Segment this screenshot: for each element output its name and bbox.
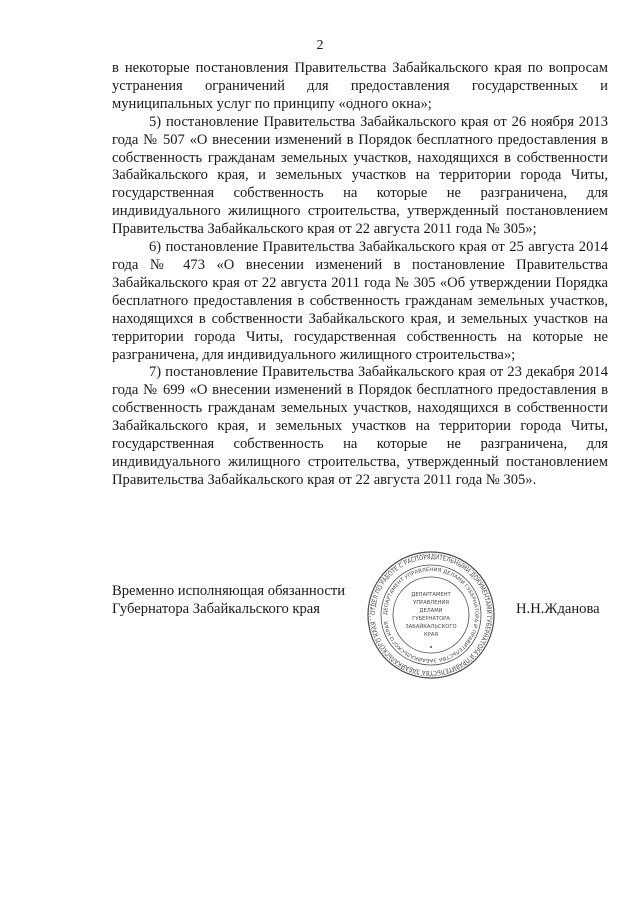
svg-text:ГУБЕРНАТОРА: ГУБЕРНАТОРА [412, 616, 450, 622]
svg-text:КРАЯ: КРАЯ [424, 632, 438, 638]
official-seal-stamp [366, 550, 496, 680]
signatory-title-line-1: Временно исполняющая обязанности [112, 583, 346, 599]
seal-middle-ring [381, 565, 481, 665]
seal-outer-text: ОТДЕЛ ПО РАБОТЕ С РАСПОРЯДИТЕЛЬНЫМИ ДОКУМЕНТАМИ ГУБЕРНАТОРА И ПРАВИТЕЛЬСТВА ЗАБАЙКАЛЬСКОГО КРАЯ [369, 553, 493, 677]
svg-text:ЗАБАЙКАЛЬСКОГО: ЗАБАЙКАЛЬСКОГО [405, 624, 457, 630]
page-number: 2 [316, 38, 324, 53]
seal-inner-ring [393, 577, 469, 653]
signatory-title-line-2: Губернатора Забайкальского края [112, 601, 320, 617]
paragraph-continuation: в некоторые постановления Правительства Забайкальского края по вопросам устранения ограничений для предоставления государственных и муниципальных услуг по принципу «одного окна»; [112, 60, 608, 112]
seal-center-text [405, 592, 456, 638]
seal-center-dot [430, 646, 432, 648]
svg-text:ДЕПАРТАМЕНТ: ДЕПАРТАМЕНТ [411, 592, 451, 598]
paragraph-item-7: 7) постановление Правительства Забайкальского края от 23 декабря 2014 года № 699 «О внесении изменений в Порядок бесплатного предоставления в собственность гражданам земельных участков, находящихся в собственности Забайкальского края, и земельных участков на территории города Читы, государственная собственность на которые не разграничена, для индивидуального жилищного строительства, утвержденный постановлением Правительства Забайкальского края от 22 августа 2011 года № 305». [112, 364, 608, 488]
document-body [112, 60, 608, 490]
signatory-title [112, 582, 345, 618]
svg-text:ДЕЛАМИ: ДЕЛАМИ [419, 608, 443, 614]
svg-text:УПРАВЛЕНИЯ: УПРАВЛЕНИЯ [413, 600, 449, 606]
paragraph-item-6: 6) постановление Правительства Забайкальского края от 25 августа 2014 года № 473 «О внесении изменений в постановление Правительства Забайкальского края от 22 августа 2011 года № 305 «Об утверждении Порядка бесплатного предоставления в собственность гражданам земельных участков, находящихся в собственности Забайкальского края, и земельных участков на территории города Читы, государственная собственность на которые не разграничена, для индивидуального жилищного строительства»; [112, 239, 608, 363]
paragraph-item-5: 5) постановление Правительства Забайкальского края от 26 ноября 2013 года № 507 «О внесении изменений в Порядок бесплатного предоставления в собственность гражданам земельных участков, находящихся в собственности Забайкальского края, и земельных участков на территории города Читы, государственная собственность на которые не разграничена, для индивидуального жилищного строительства, утвержденный постановлением Правительства Забайкальского края от 22 августа 2011 года № 305»; [112, 113, 608, 238]
seal-inner-text: ДЕПАРТАМЕНТ УПРАВЛЕНИЯ ДЕЛАМИ ГУБЕРНАТОРА И ПРАВИТЕЛЬСТВА ЗАБАЙКАЛЬСКОГО КРАЯ [382, 566, 480, 664]
signatory-name: Н.Н.Жданова [516, 601, 600, 617]
